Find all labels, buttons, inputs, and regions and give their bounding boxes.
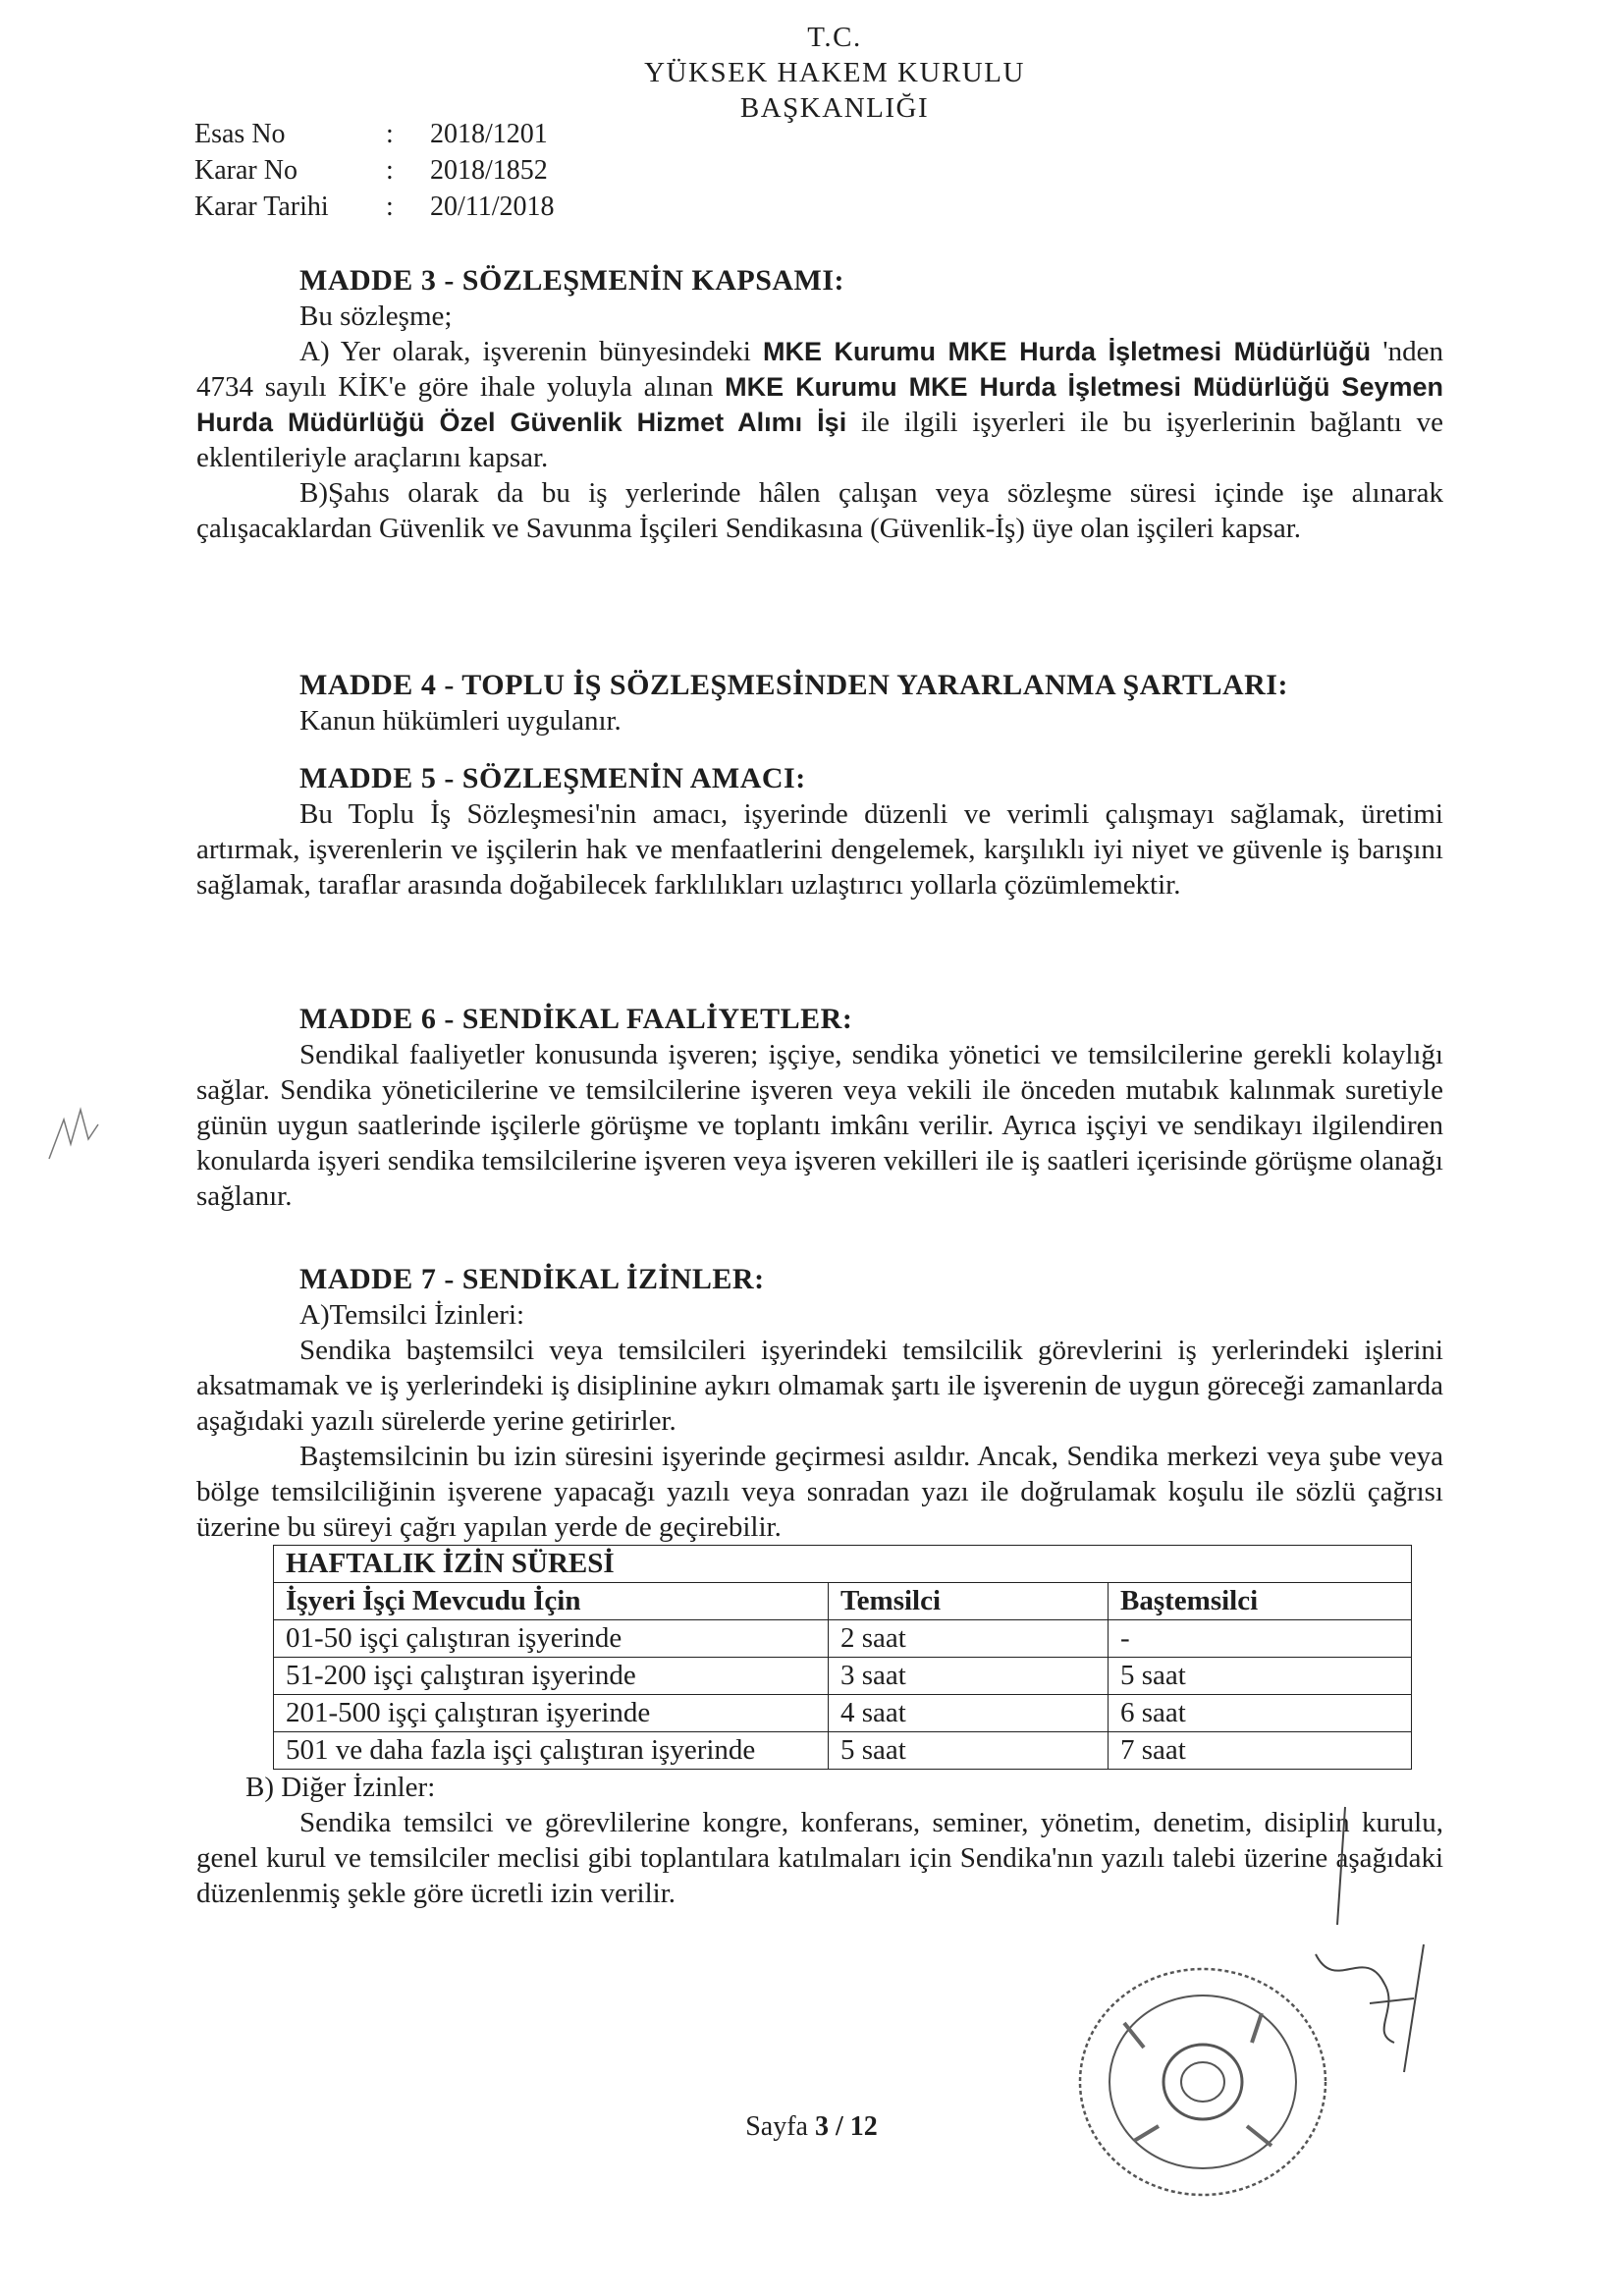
article-6-text: Sendikal faaliyetler konusunda işveren; işçiye, sendika yönetici ve temsilcilerine gerekli kolaylığı sağlar. Sendika yöneticilerine ve temsilcilerine işveren veya vekili ile önceden mutabık kalınmak suretiyle günün uygun saatlerinde işçilerle görüşme ve toplantı imkânı verilir. Ayrıca işçiyi ve sendikayı ilgilendiren konularda işyeri sendika temsilcilerine işveren veya işveren vekilleri ile iş saatleri içerisinde görüşme olanağı sağlanır.: [196, 1039, 1443, 1212]
table-cell: 2 saat: [829, 1620, 1109, 1658]
table-cell: 5 saat: [829, 1732, 1109, 1770]
table-header-row: [274, 1583, 1412, 1620]
article-3: [196, 263, 1443, 546]
article-3-clause-a: [196, 334, 1443, 475]
table-cell: 3 saat: [829, 1658, 1109, 1695]
page-footer: [0, 2111, 1623, 2143]
table-row: [274, 1695, 1412, 1732]
table-cell: -: [1109, 1620, 1412, 1658]
meta-value: 20/11/2018: [430, 191, 555, 222]
clause-text: A) Yer olarak, işverenin bünyesindeki: [299, 336, 764, 367]
article-7-paragraph-1: Sendika baştemsilci veya temsilcileri işyerindeki temsilcilik görevlerini iş yerlerindeki işlerini aksatmamak ve iş yerlerindeki iş disiplinine aykırı olmamak şartı ile işverenin de uygun göreceği zamanlarda aşağıdaki yazılı sürelerde yerine getirirler.: [196, 1335, 1443, 1437]
meta-label: Karar Tarihi: [194, 191, 329, 222]
official-seal-icon: [1065, 1954, 1340, 2210]
column-header: Temsilci: [829, 1583, 1109, 1620]
table-cell: 501 ve daha fazla işçi çalıştıran işyerinde: [274, 1732, 829, 1770]
article-3-intro: Bu sözleşme;: [299, 301, 453, 332]
column-header: İşyeri İşçi Mevcudu İçin: [274, 1583, 829, 1620]
article-4: [196, 668, 1443, 738]
table-cell: 01-50 işçi çalıştıran işyerinde: [274, 1620, 829, 1658]
page-label: Sayfa: [745, 2111, 815, 2142]
table-row: [274, 1658, 1412, 1695]
institution-header: [550, 20, 1119, 126]
meta-value: 2018/1201: [430, 119, 548, 149]
case-meta: [194, 116, 555, 225]
article-7-b-title: B) Diğer İzinler:: [245, 1772, 436, 1803]
table-cell: 51-200 işçi çalıştıran işyerinde: [274, 1658, 829, 1695]
meta-row-esas: [194, 116, 555, 152]
article-5: [196, 761, 1443, 902]
table-title: HAFTALIK İZİN SÜRESİ: [274, 1546, 1412, 1583]
meta-row-tarih: [194, 189, 555, 225]
article-3-clause-b: B)Şahıs olarak da bu iş yerlerinde hâlen çalışan veya sözleşme süresi içinde işe alınarak çalışacaklardan Güvenlik ve Savunma İşçileri Sendikasına (Güvenlik-İş) üye olan işçileri kapsar.: [196, 477, 1443, 544]
article-7-paragraph-3: Sendika temsilci ve görevlilerine kongre, konferans, seminer, yönetim, denetim, disiplin kurulu, genel kurul ve temsilciler meclisi gibi toplantılara katılmaları için Sendika'nın yazılı talebi üzerine aşağıdaki düzenlenmiş şekle göre ücretli izin verilir.: [196, 1807, 1443, 1909]
article-4-text: Kanun hükümleri uygulanır.: [299, 705, 622, 737]
clause-text: ile ilgili işyerleri ile bu işyerlerinin bağlantı ve eklentileriyle araçlarını kapsar.: [196, 407, 1443, 473]
table-cell: 7 saat: [1109, 1732, 1412, 1770]
meta-value: 2018/1852: [430, 155, 548, 186]
header-line-3: BAŞKANLIĞI: [739, 92, 930, 124]
article-7: [196, 1262, 1443, 1911]
meta-colon: :: [386, 191, 394, 222]
meta-row-karar: [194, 152, 555, 189]
article-6: [196, 1002, 1443, 1214]
article-5-heading: MADDE 5 - SÖZLEŞMENİN AMACI:: [299, 762, 806, 794]
margin-scribble-icon: [39, 1090, 108, 1169]
article-7-heading: MADDE 7 - SENDİKAL İZİNLER:: [299, 1263, 765, 1295]
table-cell: 6 saat: [1109, 1695, 1412, 1732]
table-cell: 4 saat: [829, 1695, 1109, 1732]
header-line-1: T.C.: [807, 22, 862, 53]
column-header: Baştemsilci: [1109, 1583, 1412, 1620]
table-cell: 5 saat: [1109, 1658, 1412, 1695]
clause-text: 'nden 4734 sayılı KİK'e göre ihale yoluyla alınan: [196, 336, 1443, 403]
meta-label: Karar No: [194, 155, 298, 186]
clause-bold-text: MKE Kurumu MKE Hurda İşletmesi Müdürlüğü Seymen Hurda Müdürlüğü Özel Güvenlik Hizmet Alımı İşi: [196, 372, 1443, 437]
meta-colon: :: [386, 155, 394, 186]
article-7-paragraph-2: Baştemsilcinin bu izin süresini işyerinde geçirmesi asıldır. Ancak, Sendika merkezi veya şube veya bölge temsilciliğinin işverene yapacağı yazılı veya sonradan yazı ile doğrulamak koşulu ile sözlü çağrısı üzerine bu süreyi çağrı yapılan yerde de geçirebilir.: [196, 1441, 1443, 1543]
article-7-a-title: A)Temsilci İzinleri:: [299, 1299, 525, 1331]
table-cell: 201-500 işçi çalıştıran işyerinde: [274, 1695, 829, 1732]
meta-colon: :: [386, 119, 394, 149]
table-row: [274, 1620, 1412, 1658]
page-number: 3 / 12: [814, 2111, 878, 2142]
weekly-leave-table: [273, 1545, 1412, 1770]
article-3-heading: MADDE 3 - SÖZLEŞMENİN KAPSAMI:: [299, 264, 845, 297]
table-row: [274, 1732, 1412, 1770]
article-4-heading: MADDE 4 - TOPLU İŞ SÖZLEŞMESİNDEN YARARLANMA ŞARTLARI:: [299, 669, 1288, 701]
meta-label: Esas No: [194, 119, 286, 149]
article-6-heading: MADDE 6 - SENDİKAL FAALİYETLER:: [299, 1003, 853, 1035]
article-5-text: Bu Toplu İş Sözleşmesi'nin amacı, işyerinde düzenli ve verimli çalışmayı sağlamak, üretimi artırmak, işverenlerin ve işçilerin hak ve menfaatlerini dengelemek, karşılıklı iyi niyet ve güvenle iş barışını sağlamak, taraflar arasında doğabilecek farklılıkları uzlaştırıcı yollarla çözümlemektir.: [196, 798, 1443, 901]
table-title-row: [274, 1546, 1412, 1583]
header-line-2: YÜKSEK HAKEM KURULU: [644, 57, 1025, 88]
clause-bold-text: MKE Kurumu MKE Hurda İşletmesi Müdürlüğü: [763, 337, 1372, 366]
